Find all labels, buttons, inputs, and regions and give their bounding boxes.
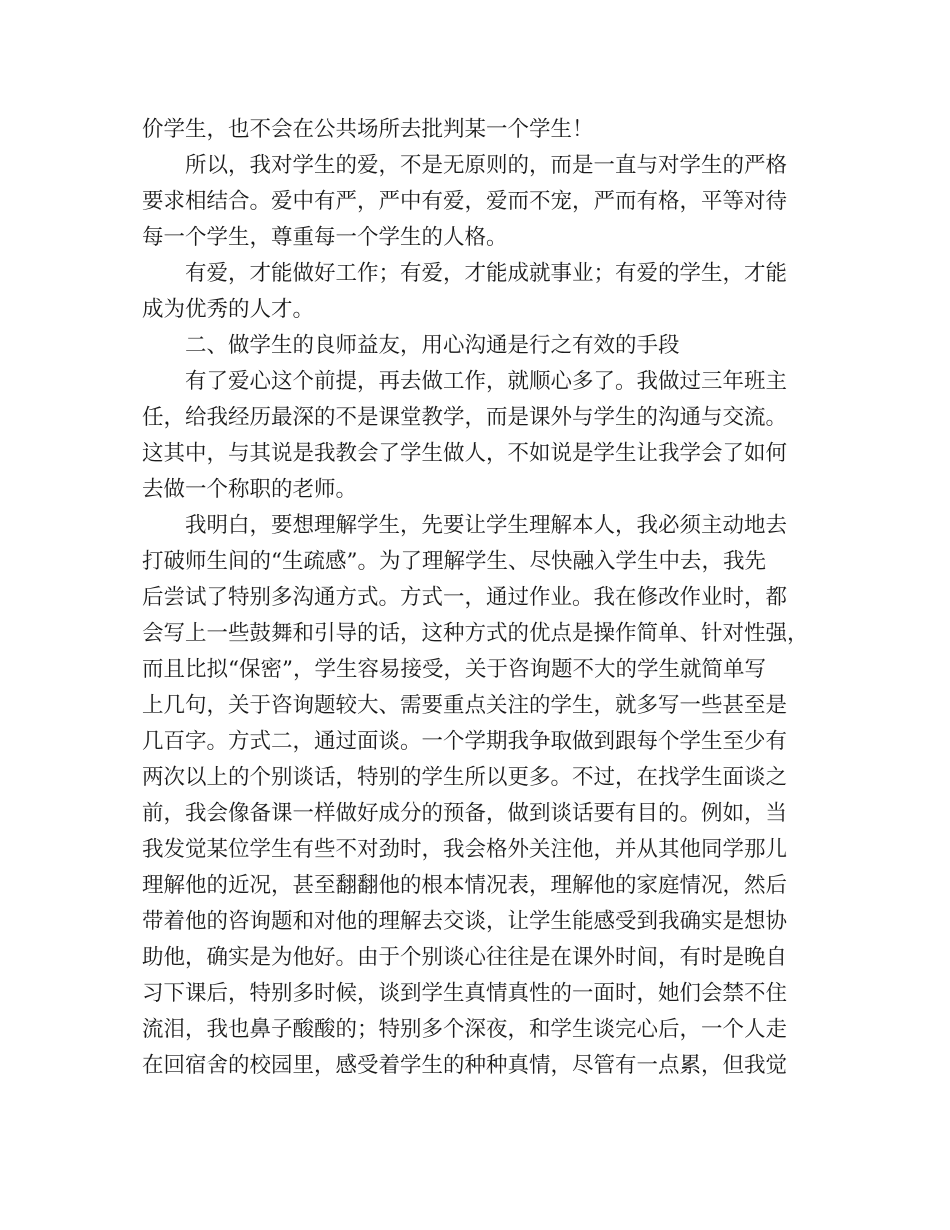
text-line: 价学生，也不会在公共场所去批判某一个学生！: [142, 117, 594, 142]
text-line: 习下课后，特别多时候，谈到学生真情真性的一面时，她们会禁不住: [142, 981, 788, 1006]
text-line: 有了爱心这个前提，再去做工作，就顺心多了。我做过三年班主: [185, 369, 788, 394]
text-line: 成为优秀的人才。: [142, 297, 315, 322]
text-line: 所以，我对学生的爱，不是无原则的，而是一直与对学生的严格: [185, 153, 788, 178]
text-line: 我明白，要想理解学生，先要让学生理解本人，我必须主动地去: [185, 513, 788, 538]
text-line: 二、做学生的良师益友，用心沟通是行之有效的手段: [185, 333, 680, 358]
text-line: 带着他的咨询题和对他的理解去交谈，让学生能感受到我确实是想协: [142, 909, 788, 934]
text-line: 助他，确实是为他好。由于个别谈心往往是在课外时间，有时是晚自: [142, 945, 788, 970]
text-line: 去做一个称职的老师。: [142, 477, 358, 502]
text-line: 有爱，才能做好工作；有爱，才能成就事业；有爱的学生，才能: [185, 261, 788, 286]
text-line: 而且比拟“保密”，学生容易接受，关于咨询题不大的学生就简单写: [142, 657, 766, 682]
text-line: 流泪，我也鼻子酸酸的；特别多个深夜，和学生谈完心后，一个人走: [142, 1017, 788, 1042]
text-line: 两次以上的个别谈话，特别的学生所以更多。不过，在找学生面谈之: [142, 765, 788, 790]
text-line: 要求相结合。爱中有严，严中有爱，爱而不宠，严而有格，平等对待: [142, 189, 788, 214]
text-line: 几百字。方式二，通过面谈。一个学期我争取做到跟每个学生至少有: [142, 729, 788, 754]
text-line: 会写上一些鼓舞和引导的话，这种方式的优点是操作简单、针对性强，: [142, 621, 809, 646]
text-line: 每一个学生，尊重每一个学生的人格。: [142, 225, 508, 250]
text-line: 理解他的近况，甚至翻翻他的根本情况表，理解他的家庭情况，然后: [142, 873, 788, 898]
text-line: 任，给我经历最深的不是课堂教学，而是课外与学生的沟通与交流。: [142, 405, 788, 430]
body-text: [142, 112, 822, 1084]
text-line: 后尝试了特别多沟通方式。方式一，通过作业。我在修改作业时，都: [142, 585, 788, 610]
text-line: 前，我会像备课一样做好成分的预备，做到谈话要有目的。例如，当: [142, 801, 788, 826]
text-line: 这其中，与其说是我教会了学生做人，不如说是学生让我学会了如何: [142, 441, 788, 466]
text-line: 我发觉某位学生有些不对劲时，我会格外关注他，并从其他同学那儿: [142, 837, 788, 862]
text-line: 打破师生间的“生疏感”。为了理解学生、尽快融入学生中去，我先: [142, 549, 766, 574]
text-line: 在回宿舍的校园里，感受着学生的种种真情，尽管有一点累，但我觉: [142, 1053, 788, 1078]
text-line: 上几句，关于咨询题较大、需要重点关注的学生，就多写一些甚至是: [142, 693, 788, 718]
